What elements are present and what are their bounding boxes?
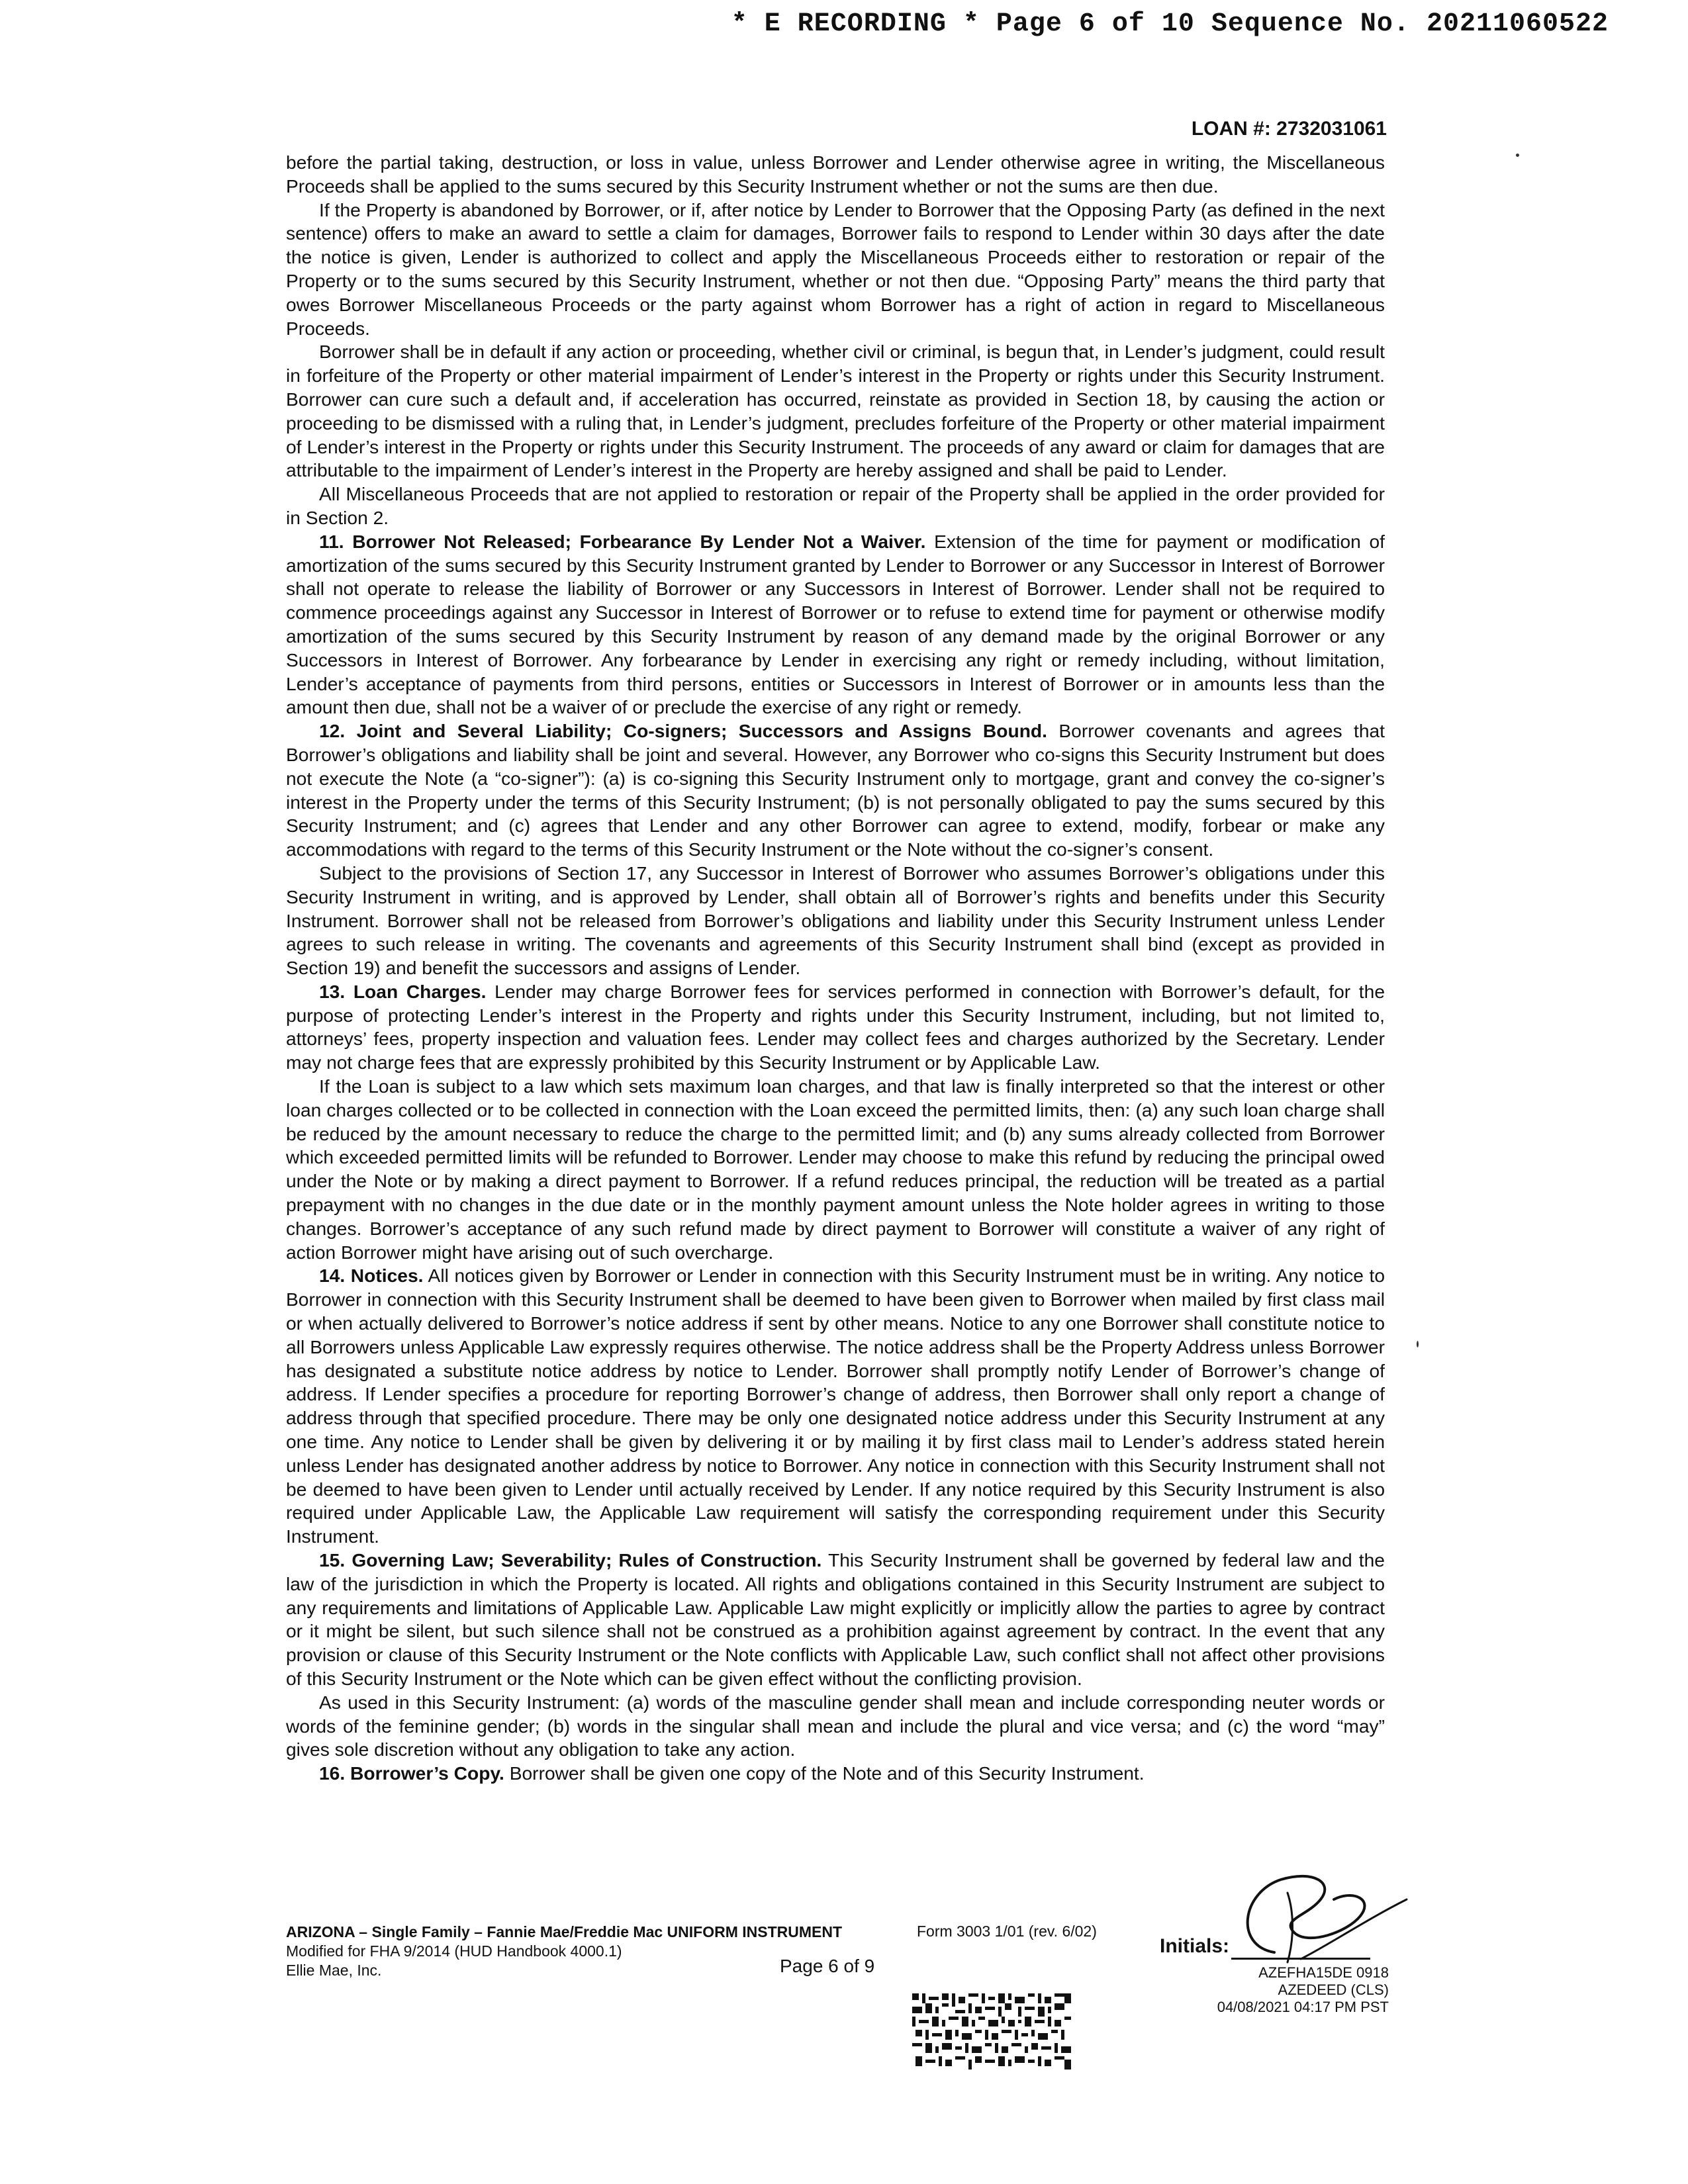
paragraph: Subject to the provisions of Section 17, any Successor in Interest of Borrower who assumes Borrower’s obligations under this Security Instrument in writing, and is approved by Lender, shall obtain all of Borrower’s rights and benefits under this Security Instrument. Borrower shall not be released from Borrower’s obligations and liability under this Security Instrument unless Lender agrees to such release in writing. The covenants and agreements of this Security Instrument shall bind (except as provided in Section 19) and benefit the successors and assigns of Lender.: [286, 862, 1385, 979]
paragraph: If the Loan is subject to a law which sets maximum loan charges, and that law is finally interpreted so that the interest or other loan charges collected or to be collected in connection with the Loan exceed the permitted limits, then: (a) any such loan charge shall be reduced by the amount necessary to reduce the charge to the permitted limit; and (b) any sums already collected from Borrower which exceeded permitted limits will be refunded to Borrower. Lender may choose to make this refund by reducing the principal owed under the Note or by making a direct payment to Borrower. If a refund reduces principal, the reduction will be treated as a partial prepayment with no changes in the due date or in the monthly payment amount unless the Note holder agrees in writing to those changes. Borrower’s acceptance of any such refund made by direct payment to Borrower will constitute a waiver of any right of action Borrower might have arising out of such overcharge.: [286, 1075, 1385, 1263]
section-13: [286, 980, 1385, 1075]
section-text: Borrower covenants and agrees that Borrower’s obligations and liability shall be joint and several. However, any Borrower who co-signs this Security Instrument but does not execute the Note (a “co-signer”): (a) is co-signing this Security Instrument only to mortgage, grant and convey the co-signer’s interest in the Property under the terms of this Security Instrument; (b) is not personally obligated to pay the sums secured by this Security Instrument; and (c) agrees that Lender and any other Borrower can agree to extend, modify, forbear or make any accommodations with regard to the terms of this Security Instrument or the Note without the co-signer’s consent.: [286, 720, 1385, 860]
footer-line-2: Modified for FHA 9/2014 (HUD Handbook 4000.1): [286, 1942, 622, 1960]
paragraph: As used in this Security Instrument: (a) words of the masculine gender shall mean and include corresponding neuter words or words of the feminine gender; (b) words in the singular shall mean and include the plural and vice versa; and (c) the word “may” gives sole discretion without any obligation to take any action.: [286, 1691, 1385, 1760]
doc-code: AZEDEED (CLS): [1278, 1981, 1389, 1998]
page-number: Page 6 of 9: [780, 1956, 875, 1976]
section-heading: 13. Loan Charges.: [319, 980, 487, 1002]
form-code: AZEFHA15DE 0918: [1258, 1964, 1389, 1981]
section-heading: 11. Borrower Not Released; Forbearance By Lender Not a Waiver.: [319, 530, 926, 552]
section-text: Extension of the time for payment or modification of amortization of the sums secured by this Security Instrument granted by Lender to Borrower or any Successor in Interest of Borrower shall not operate to release the liability of Borrower or any Successors in Interest of Borrower. Lender shall not be required to commence proceedings against any Successor in Interest of Borrower or to refuse to extend time for payment or otherwise modify amortization of the sums secured by this Security Instrument by reason of any demand made by the original Borrower or any Successors in Interest of Borrower. Any forbearance by Lender in exercising any right or remedy including, without limitation, Lender’s acceptance of payments from third persons, entities or Successors in Interest of Borrower or in amounts less than the amount then due, shall not be a waiver of or preclude the exercise of any right or remedy.: [286, 530, 1385, 718]
section-15: [286, 1549, 1385, 1691]
form-number: Form 3003 1/01 (rev. 6/02): [917, 1923, 1097, 1940]
footer-form-info: [286, 1923, 842, 1980]
footer-codes: [1217, 1964, 1389, 2016]
document-body: [286, 151, 1385, 1786]
loan-number: LOAN #: 2732031061: [1191, 118, 1387, 140]
section-heading: 12. Joint and Several Liability; Co-signers; Successors and Assigns Bound.: [319, 720, 1047, 742]
section-16: [286, 1762, 1385, 1786]
scan-speck: [1516, 154, 1519, 157]
timestamp: 04/08/2021 04:17 PM PST: [1217, 1999, 1389, 2015]
scan-speck: [1417, 1341, 1419, 1347]
section-heading: 15. Governing Law; Severability; Rules of Construction.: [319, 1549, 822, 1571]
section-text: Lender may charge Borrower fees for services performed in connection with Borrower’s default, for the purpose of protecting Lender’s interest in the Property and rights under this Security Instrument, including, but not limited to, attorneys’ fees, property inspection and valuation fees. Lender may collect fees and charges authorized by the Secretary. Lender may not charge fees that are expressly prohibited by this Security Instrument or by Applicable Law.: [286, 980, 1385, 1073]
paragraph: All Miscellaneous Proceeds that are not applied to restoration or repair of the Property shall be applied in the order provided for in Section 2.: [286, 483, 1385, 528]
footer-line-1: ARIZONA – Single Family – Fannie Mae/Freddie Mac UNIFORM INSTRUMENT: [286, 1923, 843, 1940]
recording-header: * E RECORDING * Page 6 of 10 Sequence No. 20211060522: [731, 9, 1609, 39]
section-11: [286, 530, 1385, 719]
section-12: [286, 719, 1385, 862]
initials-signature: [1195, 1853, 1413, 1972]
barcode-icon: [912, 1993, 1071, 2073]
initials-label: Initials:: [1160, 1935, 1230, 1957]
paragraph: Borrower shall be in default if any action or proceeding, whether civil or criminal, is begun that, in Lender’s judgment, could result in forfeiture of the Property or other material impairment of Lender’s interest in the Property or rights under this Security Instrument. Borrower can cure such a default and, if acceleration has occurred, reinstate as provided in Section 18, by causing the action or proceeding to be dismissed with a ruling that, in Lender’s judgment, precludes forfeiture of the Property or other material impairment of Lender’s interest in the Property or rights under this Security Instrument. The proceeds of any award or claim for damages that are attributable to the impairment of Lender’s interest in the Property are hereby assigned and shall be paid to Lender.: [286, 341, 1385, 481]
footer-line-3: Ellie Mae, Inc.: [286, 1962, 382, 1979]
section-text: This Security Instrument shall be governed by federal law and the law of the jurisdiction in which the Property is located. All rights and obligations contained in this Security Instrument are subject to any requirements and limitations of Applicable Law. Applicable Law might explicitly or implicitly allow the parties to agree by contract or it might be silent, but such silence shall not be construed as a prohibition against agreement by contract. In the event that any provision or clause of this Security Instrument or the Note conflicts with Applicable Law, such conflict shall not affect other provisions of this Security Instrument or the Note which can be given effect without the conflicting provision.: [286, 1549, 1385, 1689]
section-heading: 16. Borrower’s Copy.: [319, 1762, 504, 1784]
section-text: Borrower shall be given one copy of the Note and of this Security Instrument.: [504, 1762, 1145, 1784]
section-14: [286, 1264, 1385, 1549]
section-heading: 14. Notices.: [319, 1265, 424, 1287]
paragraph: before the partial taking, destruction, or loss in value, unless Borrower and Lender otherwise agree in writing, the Miscellaneous Proceeds shall be applied to the sums secured by this Security Instrument whether or not the sums are then due.: [286, 152, 1385, 197]
section-text: All notices given by Borrower or Lender in connection with this Security Instrument must be in writing. Any notice to Borrower in connection with this Security Instrument shall be deemed to have been given to Borrower when mailed by first class mail or when actually delivered to Borrower’s notice address if sent by other means. Notice to any one Borrower shall constitute notice to all Borrowers unless Applicable Law expressly requires otherwise. The notice address shall be the Property Address unless Borrower has designated a substitute notice address by notice to Lender. Borrower shall promptly notify Lender of Borrower’s change of address. If Lender specifies a procedure for reporting Borrower’s change of address, then Borrower shall only report a change of address through that specified procedure. There may be only one designated notice address under this Security Instrument at any one time. Any notice to Lender shall be given by delivering it or by mailing it by first class mail to Lender’s address stated herein unless Lender has designated another address by notice to Borrower. Any notice in connection with this Security Instrument shall not be deemed to have been given to Lender until actually received by Lender. If any notice required by this Security Instrument is also required under Applicable Law, the Applicable Law requirement will satisfy the corresponding requirement under this Security Instrument.: [286, 1265, 1385, 1547]
paragraph: If the Property is abandoned by Borrower, or if, after notice by Lender to Borrower that the Opposing Party (as defined in the next sentence) offers to make an award to settle a claim for damages, Borrower fails to respond to Lender within 30 days after the date the notice is given, Lender is authorized to collect and apply the Miscellaneous Proceeds either to restoration or repair of the Property or to the sums secured by this Security Instrument, whether or not then due. “Opposing Party” means the third party that owes Borrower Miscellaneous Proceeds or the party against whom Borrower has a right of action in regard to Miscellaneous Proceeds.: [286, 199, 1385, 339]
